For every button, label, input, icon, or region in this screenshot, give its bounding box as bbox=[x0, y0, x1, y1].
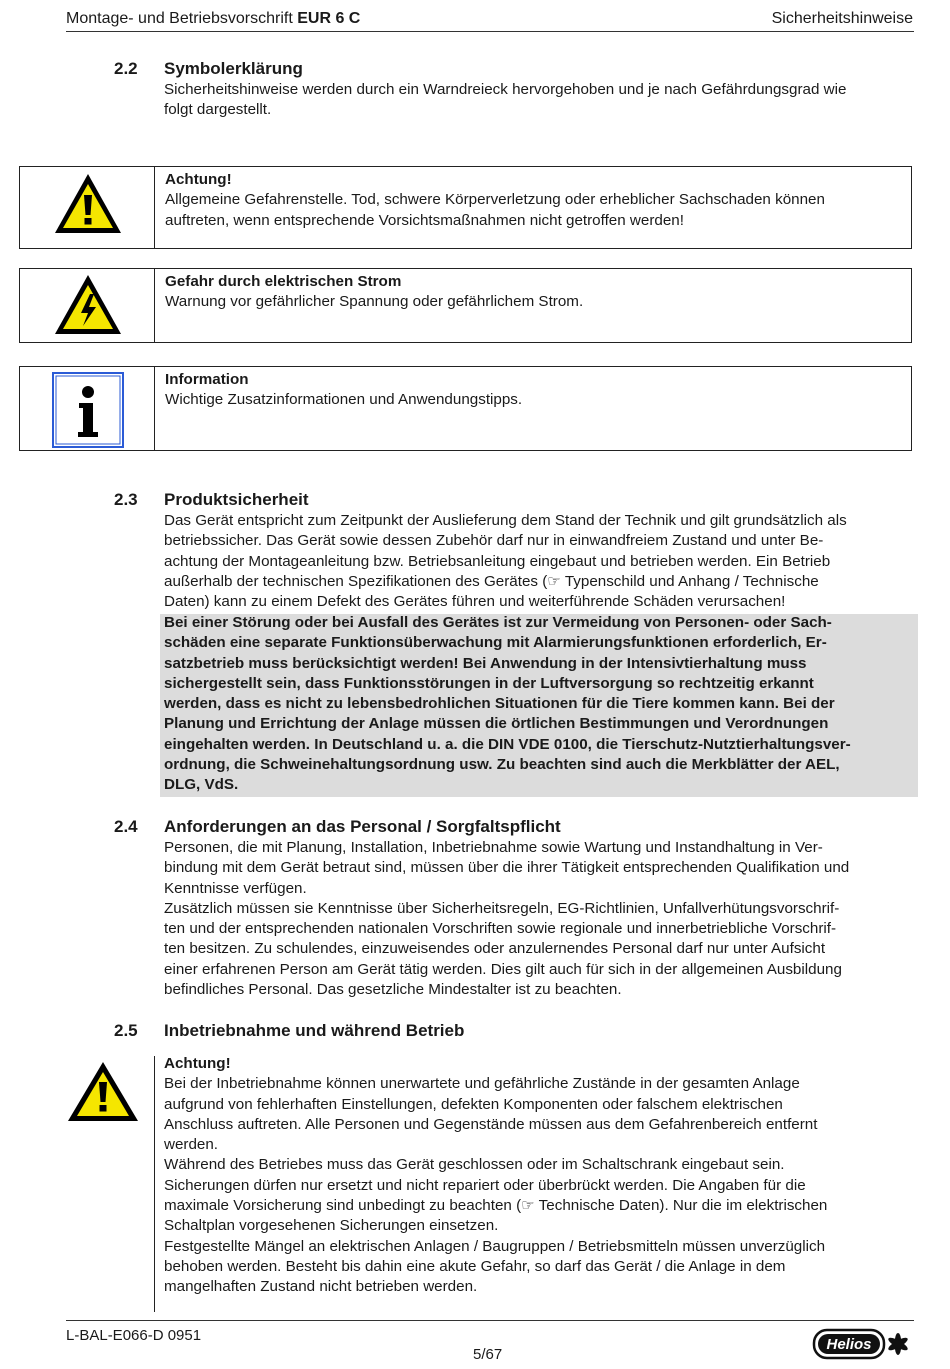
text-line: Personen, die mit Planung, Installation, Inbetriebnahme sowie Wartung und Instandhaltung in Ver- bbox=[164, 839, 823, 856]
text-line: Bei der Inbetriebnahme können unerwartete und gefährliche Zustände in der gesamten Anlage bbox=[164, 1075, 800, 1093]
text-line: Das Gerät entspricht zum Zeitpunkt der Auslieferung dem Stand der Technik und gilt grundsätzlich als bbox=[164, 512, 847, 529]
section-number-2-5: 2.5 bbox=[114, 1021, 138, 1040]
text-line: achtung der Montageanleitung bzw. Betriebsanleitung eingebaut und betrieben werden. Ein Betrieb bbox=[164, 552, 831, 570]
text-line: Anschluss auftreten. Alle Personen und Gegenstände müssen aus dem Gefahrenbereich entfernt bbox=[164, 1115, 818, 1133]
warning-triangle-icon bbox=[52, 171, 124, 242]
text-line: befindliches Personal. Das gesetzliche Mindestalter ist zu beachten. bbox=[164, 981, 622, 999]
text-line: Kenntnisse verfügen. bbox=[164, 879, 307, 897]
header-section: Sicherheitshinweise bbox=[771, 10, 913, 27]
text-line: sichergestellt sein, dass Funktionsstörungen in der Luftversorgung so rechtzeitig erkannt bbox=[164, 674, 814, 692]
header-rule bbox=[66, 31, 914, 32]
document-id: L-BAL-E066-D 0951 bbox=[66, 1327, 202, 1344]
section-number-2-4: 2.4 bbox=[114, 817, 138, 836]
text-line: satzbetrieb muss berücksichtigt werden! Bei Anwendung in der Intensivtierhaltung muss bbox=[164, 654, 807, 672]
helios-logo bbox=[812, 1326, 914, 1367]
text-line: bindung mit dem Gerät betraut sind, müssen über die ihrer Tätigkeit entsprechenden Qualifikation und bbox=[164, 859, 850, 877]
page-number: 5/67 bbox=[473, 1346, 503, 1363]
warning-box bbox=[19, 166, 912, 249]
electrical-box bbox=[19, 268, 912, 343]
text-line: Wichtige Zusatzinformationen und Anwendungstipps. bbox=[165, 391, 523, 409]
header-title bbox=[66, 10, 360, 28]
information-box-content bbox=[165, 370, 903, 411]
information-box bbox=[19, 366, 912, 451]
box-divider bbox=[154, 269, 155, 342]
text-line: eingehalten werden. In Deutschland u. a. die DIN VDE 0100, die Tierschutz-Nutztierhaltungsver- bbox=[164, 735, 851, 753]
electrical-box-content bbox=[165, 272, 903, 313]
text-line: maximale Vorsicherung sind unbedingt zu beachten (☞ Technische Daten). Nur die im elektrischen bbox=[164, 1197, 828, 1215]
section-2-4-text bbox=[164, 838, 916, 1000]
text-line: folgt dargestellt. bbox=[164, 101, 272, 119]
text-line: Sicherungen dürfen nur ersetzt und nicht repariert oder überbrückt werden. Die Angaben für die bbox=[164, 1176, 806, 1194]
note-margin-line bbox=[154, 1056, 155, 1312]
section-number-2-2: 2.2 bbox=[114, 59, 138, 78]
text-line: schäden eine separate Funktionsüberwachung mit Alarmierungsfunktionen erforderlich, Er- bbox=[164, 634, 827, 652]
section-2-2-text bbox=[164, 80, 916, 121]
text-line: ten und der entsprechenden nationalen Vorschriften sowie regionale und innerbetriebliche Vorschrif- bbox=[164, 920, 837, 938]
text-line: außerhalb der technischen Spezifikationen des Gerätes (☞ Typenschild und Anhang / Technische bbox=[164, 572, 819, 590]
text-line: werden. bbox=[164, 1136, 219, 1154]
text-line: Daten) kann zu einem Defekt des Gerätes führen und weiterführende Schäden verursachen! bbox=[164, 593, 786, 611]
section-title-2-3: Produktsicherheit bbox=[164, 490, 309, 509]
text-line: ten besitzen. Zu schulendes, einzuweisendes oder anzulernendes Personal darf nur unter Aufsicht bbox=[164, 940, 826, 958]
text-line: aufgrund von fehlerhaften Einstellungen, defekten Komponenten oder falschem elektrischen bbox=[164, 1095, 783, 1113]
warning-box-content bbox=[165, 170, 903, 231]
text-line: ordnung, die Schweinehaltungsordnung usw. Zu beachten sind auch die Merkblätter der AEL, bbox=[164, 756, 840, 774]
box-divider bbox=[154, 367, 155, 450]
information-icon bbox=[52, 372, 124, 453]
text-line: Allgemeine Gefahrenstelle. Tod, schwere Körperverletzung oder erheblicher Sachschaden können bbox=[165, 191, 825, 209]
text-line: Planung und Errichtung der Anlage müssen die örtlichen Bestimmungen und Verordnungen bbox=[164, 715, 829, 733]
section-2-3-bold-text bbox=[164, 613, 916, 796]
text-line: behoben werden. Besteht bis dahin eine akute Gefahr, so darf das Gerät / die Anlage in dem bbox=[164, 1257, 786, 1275]
information-box-title: Information bbox=[165, 371, 249, 388]
text-line: mangelhaften Zustand nicht betrieben werden. bbox=[164, 1278, 478, 1296]
footer-rule bbox=[66, 1320, 914, 1321]
electrical-hazard-icon bbox=[52, 272, 124, 343]
electrical-box-title: Gefahr durch elektrischen Strom bbox=[165, 273, 402, 290]
text-line: Bei einer Störung oder bei Ausfall des Gerätes ist zur Vermeidung von Personen- oder Sach- bbox=[164, 614, 832, 631]
warning-box-title: Achtung! bbox=[165, 171, 232, 188]
text-line: Sicherheitshinweise werden durch ein Warndreieck hervorgehoben und je nach Gefährdungsgrad wie bbox=[164, 81, 847, 98]
header-model: EUR 6 C bbox=[297, 10, 361, 27]
section-number-2-3: 2.3 bbox=[114, 490, 138, 509]
text-line: DLG, VdS. bbox=[164, 776, 239, 794]
text-line: betriebssicher. Das Gerät sowie dessen Zubehör darf nur in einwandfreiem Zustand und unter Be- bbox=[164, 532, 824, 550]
section-title-2-5: Inbetriebnahme und während Betrieb bbox=[164, 1021, 465, 1040]
section-2-5-text bbox=[164, 1054, 916, 1298]
text-line: einer erfahrenen Person am Gerät tätig werden. Dies gilt auch für sich in der allgemeinen Ausbildung bbox=[164, 960, 842, 978]
text-line: Zusätzlich müssen sie Kenntnisse über Sicherheitsregeln, EG-Richtlinien, Unfallverhütungsvorschrif- bbox=[164, 899, 840, 917]
warning-triangle-icon bbox=[66, 1060, 140, 1129]
text-line: werden, dass es nicht zu lebensbedrohlichen Situationen für die Tiere kommen kann. Bei der bbox=[164, 695, 835, 713]
section-title-2-2: Symbolerklärung bbox=[164, 59, 303, 78]
section-title-2-4: Anforderungen an das Personal / Sorgfaltspflicht bbox=[164, 817, 561, 836]
note-title: Achtung! bbox=[164, 1055, 231, 1072]
text-line: Festgestellte Mängel an elektrischen Anlagen / Baugruppen / Betriebsmitteln müssen unverzüglich bbox=[164, 1237, 826, 1255]
section-2-3-text bbox=[164, 511, 916, 612]
logo-text: Helios bbox=[826, 1336, 872, 1353]
text-line: Warnung vor gefährlicher Spannung oder gefährlichem Strom. bbox=[165, 293, 584, 311]
text-line: auftreten, wenn entsprechende Vorsichtsmaßnahmen nicht getroffen werden! bbox=[165, 211, 684, 229]
box-divider bbox=[154, 167, 155, 248]
text-line: Während des Betriebes muss das Gerät geschlossen oder im Schaltschrank eingebaut sein. bbox=[164, 1156, 785, 1174]
header-title-prefix: Montage- und Betriebsvorschrift bbox=[66, 10, 298, 27]
text-line: Schaltplan vorgesehenen Sicherungen einsetzen. bbox=[164, 1217, 499, 1235]
